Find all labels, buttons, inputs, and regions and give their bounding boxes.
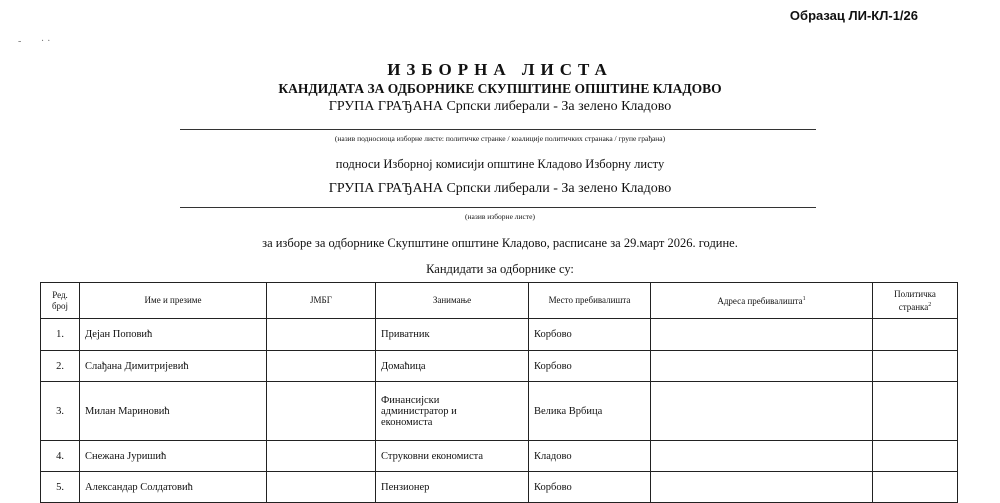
cell-address [651, 472, 873, 503]
cell-jmbg [267, 472, 376, 503]
submitter-name: ГРУПА ГРАЂАНА Српски либерали - За зелено Кладово [328, 99, 672, 114]
col-header-address [651, 283, 873, 319]
cell-address [651, 319, 873, 351]
cell-place: Корбово [529, 472, 651, 503]
cell-number: 4. [41, 441, 80, 472]
cell-party [873, 351, 958, 382]
table-row [41, 351, 958, 382]
cell-name: Слађана Димитријевић [80, 351, 267, 382]
col-header-number [41, 283, 80, 319]
occupation-line: економиста [381, 416, 433, 428]
cell-party [873, 319, 958, 351]
candidates-heading: Кандидати за одборнике су: [426, 262, 574, 276]
footnote-marker: 1 [802, 296, 806, 302]
cell-number: 2. [41, 351, 80, 382]
cell-place: Кладово [529, 441, 651, 472]
table-row [41, 382, 958, 441]
table-row [41, 319, 958, 351]
cell-jmbg [267, 319, 376, 351]
occupation-line: администратор и [381, 405, 457, 417]
footnote-marker: 2 [928, 301, 932, 308]
document-subtitle: КАНДИДАТА ЗА ОДБОРНИКЕ СКУПШТИНЕ ОПШТИНЕ КЛАДОВО [278, 81, 722, 96]
cell-jmbg [267, 351, 376, 382]
cell-number: 3. [41, 382, 80, 441]
col-header-number-line2: број [51, 300, 69, 311]
cell-name: Дејан Поповић [80, 319, 267, 351]
cell-name: Снежана Јуришић [80, 441, 267, 472]
list-name-caption: (назив изборне листе) [465, 212, 535, 221]
cell-address [651, 441, 873, 472]
col-header-party [873, 283, 958, 319]
col-header-party-line1: Политичка [894, 288, 936, 299]
submits-text: подноси Изборној комисији општине Кладово Изборну листу [335, 157, 665, 171]
table-header-row [41, 283, 958, 319]
cell-party [873, 472, 958, 503]
cell-name: Александар Солдатовић [80, 472, 267, 503]
form-code: Образац ЛИ-КЛ-1/26 [789, 8, 918, 23]
col-header-place: Место пребивалишта [529, 283, 651, 319]
col-header-jmbg: ЈМБГ [267, 283, 376, 319]
cell-occupation: Домаћица [376, 351, 529, 382]
list-name: ГРУПА ГРАЂАНА Српски либерали - За зелено Кладово [328, 181, 672, 196]
scan-specks: - ·· [18, 36, 54, 47]
cell-occupation: Приватник [376, 319, 529, 351]
list-name-rule [180, 207, 816, 208]
submitter-caption: (назив подносиоца изборне листе: политичке странке / коалиције политичких странака / групе грађана) [334, 134, 666, 143]
cell-jmbg [267, 382, 376, 441]
cell-place: Велика Врбица [529, 382, 651, 441]
cell-occupation [376, 382, 529, 441]
col-header-number-line1: Ред. [52, 289, 68, 300]
cell-party [873, 441, 958, 472]
submitter-rule [180, 129, 816, 130]
col-header-occupation: Занимање [376, 283, 529, 319]
document-title: ИЗБОРНА ЛИСТА [387, 60, 613, 79]
cell-address [651, 382, 873, 441]
cell-name: Милан Мариновић [80, 382, 267, 441]
occupation-line: Финансијски [381, 394, 440, 406]
candidates-table [40, 282, 958, 503]
cell-place: Корбово [529, 319, 651, 351]
col-header-address-label: Адреса пребивалишта [717, 296, 803, 306]
cell-party [873, 382, 958, 441]
cell-address [651, 351, 873, 382]
cell-jmbg [267, 441, 376, 472]
cell-occupation: Струковни економиста [376, 441, 529, 472]
table-row [41, 441, 958, 472]
cell-occupation: Пензионер [376, 472, 529, 503]
col-header-party-line2: странка [898, 301, 929, 312]
cell-number: 1. [41, 319, 80, 351]
cell-place: Корбово [529, 351, 651, 382]
elections-text: за изборе за одборнике Скупштине општине Кладово, расписане за 29.март 2026. године. [262, 236, 738, 250]
cell-number: 5. [41, 472, 80, 503]
col-header-name: Име и презиме [80, 283, 267, 319]
table-row [41, 472, 958, 503]
